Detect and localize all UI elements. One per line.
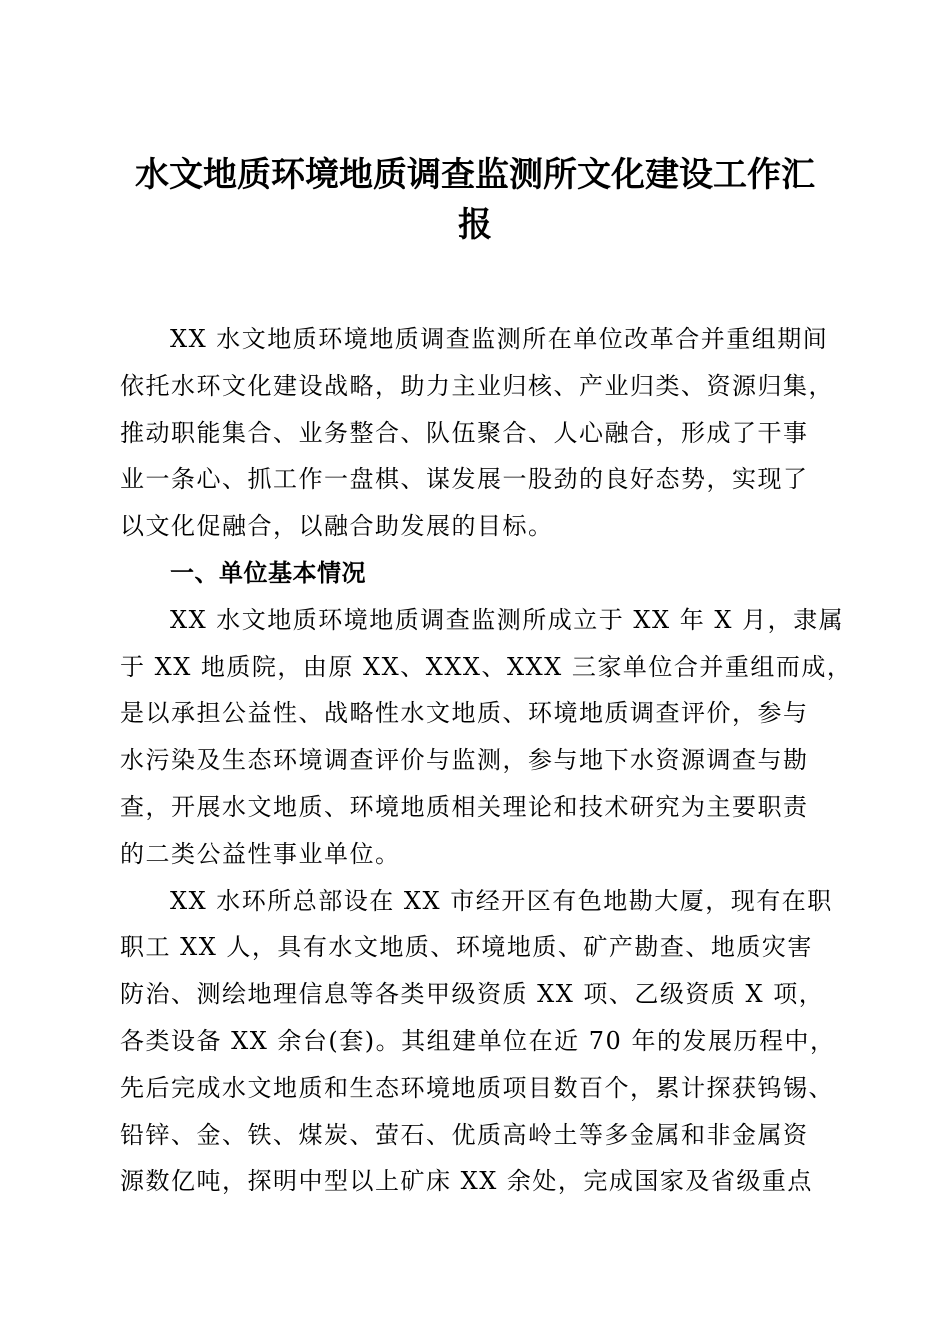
document-body	[120, 316, 853, 1205]
paragraph-intro-line: 业一条心、抓工作一盘棋、谋发展一股劲的良好态势，实现了	[120, 465, 809, 494]
section-heading: 一、单位基本情况	[170, 558, 366, 587]
paragraph-headquarters-line: 先后完成水文地质和生态环境地质项目数百个，累计探获钨锡、	[120, 1073, 834, 1102]
paragraph-intro-line: 推动职能集合、业务整合、队伍聚合、人心融合，形成了干事	[120, 418, 809, 447]
paragraph-intro-line: XX 水文地质环境地质调查监测所在单位改革合并重组期间	[170, 325, 829, 353]
paragraph-overview-line: 水污染及生态环境调查评价与监测，参与地下水资源调查与勘	[120, 746, 809, 775]
paragraph-intro-line: 以文化促融合，以融合助发展的目标。	[120, 512, 554, 541]
document-title	[100, 150, 850, 250]
paragraph-overview-line: 的二类公益性事业单位。	[120, 839, 401, 868]
title-line-1: 水文地质环境地质调查监测所文化建设工作汇	[135, 155, 815, 195]
paragraph-overview-line: 是以承担公益性、战略性水文地质、环境地质调查评价，参与	[120, 699, 809, 728]
paragraph-headquarters-line: 铅锌、金、铁、煤炭、萤石、优质高岭土等多金属和非金属资	[120, 1120, 809, 1149]
paragraph-headquarters-line: 各类设备 XX 余台(套)。其组建单位在近 70 年的发展历程中，	[120, 1026, 836, 1055]
paragraph-overview-line: 查，开展水文地质、环境地质相关理论和技术研究为主要职责	[120, 792, 809, 821]
paragraph-intro-line: 依托水环文化建设战略，助力主业归核、产业归类、资源归集，	[120, 371, 834, 400]
paragraph-headquarters-line: 防治、测绘地理信息等各类甲级资质 XX 项、乙级资质 X 项，	[120, 980, 825, 1009]
paragraph-overview-line: XX 水文地质环境地质调查监测所成立于 XX 年 X 月，隶属	[170, 605, 845, 634]
paragraph-headquarters-line: 源数亿吨，探明中型以上矿床 XX 余处，完成国家及省级重点	[120, 1167, 813, 1196]
paragraph-headquarters-line: XX 水环所总部设在 XX 市经开区有色地勘大厦，现有在职	[170, 886, 833, 915]
paragraph-headquarters-line: 职工 XX 人，具有水文地质、环境地质、矿产勘查、地质灾害	[120, 933, 813, 962]
title-line-2: 报	[458, 205, 492, 245]
paragraph-overview-line: 于 XX 地质院，由原 XX、XXX、XXX 三家单位合并重组而成，	[120, 652, 853, 681]
